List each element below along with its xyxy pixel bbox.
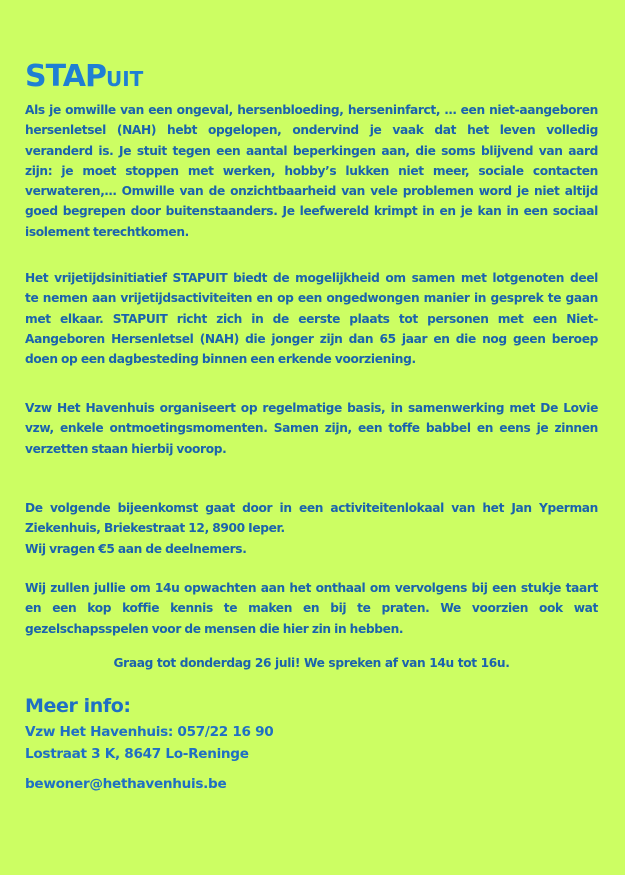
closing-line: Graag tot donderdag 26 juli! We spreken af van 14u tot 16u. [113,656,510,670]
paragraph-line: en een kop koffie kennis te maken en bij te praten. We voorzien ook wat [25,601,598,616]
paragraph-line: goed begrepen door buitenstaanders. Je leefwereld krimpt in en je kan in een sociaal [25,204,598,219]
paragraph-line: Wij vragen €5 aan de deelnemers. [25,541,247,556]
title-main: STAP [25,59,106,94]
paragraph-line: verwateren,… Omwille van de onzichtbaarheid van vele problemen word je niet altijd [25,184,598,199]
paragraph-line: verzetten staan hierbij voorop. [25,441,227,456]
paragraph-line: Ziekenhuis, Briekestraat 12, 8900 Ieper. [25,521,285,536]
initiative-paragraph [25,268,598,369]
location-paragraph [25,498,598,559]
paragraph-line: Als je omwille van een ongeval, hersenbloeding, herseninfarct, … een niet-aangeboren [25,103,598,117]
paragraph-line: De volgende bijeenkomst gaat door in een activiteitenlokaal van het Jan Yperman [25,501,598,515]
paragraph-line: vzw, enkele ontmoetingsmomenten. Samen zijn, een toffe babbel en eens je zinnen [25,421,598,436]
paragraph-line: veranderd is. Je stuit tegen een aantal beperkingen aan, die soms blijvend van aard [25,143,598,158]
paragraph-line: doen op een dagbesteding binnen een erkende voorziening. [25,352,416,367]
paragraph-line: zijn: je moet stoppen met werken, hobby’s lukken niet meer, sociale contacten [25,163,598,178]
info-heading: Meer info: [25,695,131,717]
paragraph-line: gezelschapsspelen voor de mensen die hier zin in hebben. [25,621,404,636]
paragraph-line: Wij zullen jullie om 14u opwachten aan het onthaal om vervolgens bij een stukje taart [25,581,598,595]
title-suffix: UIT [105,67,144,91]
paragraph-line: te nemen aan vrijetijdsactiviteiten en op een ongedwongen manier in gesprek te gaan [25,291,598,306]
organisation-paragraph [25,398,598,459]
paragraph-line: hersenletsel (NAH) hebt opgelopen, ondervind je vaak dat het leven volledig [25,123,598,138]
info-address: Lostraat 3 K, 8647 Lo-Reninge [25,746,249,762]
paragraph-line: Vzw Het Havenhuis organiseert op regelmatige basis, in samenwerking met De Lovie [25,401,598,415]
paragraph-line: isolement terechtkomen. [25,224,189,239]
paragraph-line: Aangeboren Hersenletsel (NAH) die jonger zijn dan 65 jaar en die nog geen beroep [25,331,598,346]
paragraph-line: Het vrijetijdsinitiatief STAPUIT biedt de mogelijkheid om samen met lotgenoten deel [25,271,598,285]
page-title [25,59,144,94]
programme-paragraph [25,578,598,639]
intro-paragraph [25,100,598,242]
info-email-link[interactable]: bewoner@hethavenhuis.be [25,776,227,792]
info-organisation-phone: Vzw Het Havenhuis: 057/22 16 90 [25,724,274,740]
paragraph-line: met elkaar. STAPUIT richt zich in de eerste plaats tot personen met een Niet- [25,311,598,326]
